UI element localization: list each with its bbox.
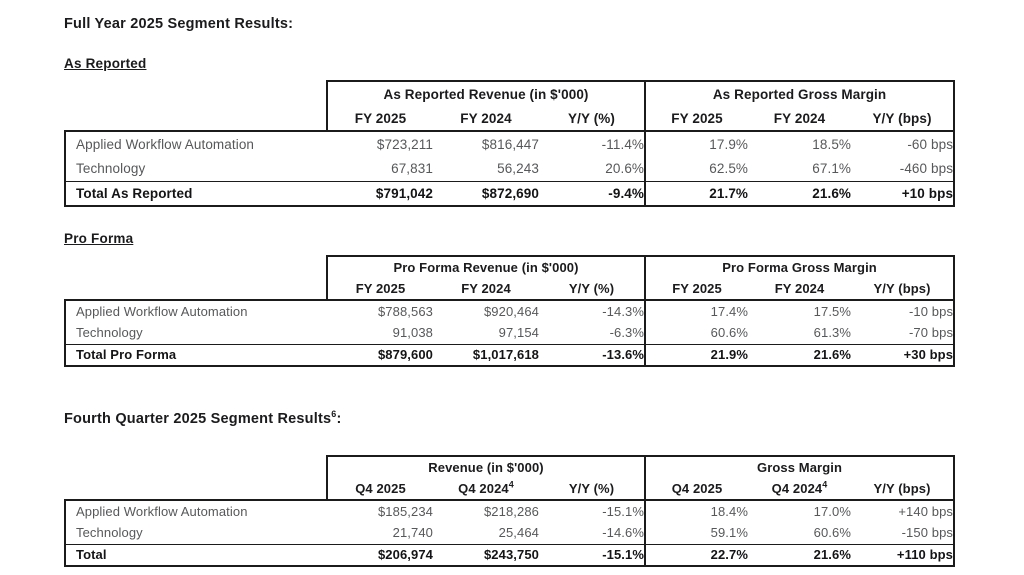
column-header-text: Y/Y (bps) [872,110,932,126]
cell: $185,234 [327,500,433,522]
cell: -11.4% [539,131,645,156]
cell: 21.6% [748,544,851,566]
cell: +110 bps [851,544,954,566]
revenue-group-header: Revenue (in $'000) [327,456,645,478]
footnote-ref: 4 [508,479,514,490]
table-row [65,156,954,181]
cell: -9.4% [539,181,645,206]
cell: +30 bps [851,344,954,366]
column-header [433,278,539,300]
q4-footnote-ref: 6 [331,409,337,420]
group-header-row [65,456,954,478]
column-header-text: FY 2024 [460,110,512,126]
column-header-text: Q4 2025 [671,481,723,496]
cell: -150 bps [851,522,954,544]
column-header-row [65,278,954,300]
gross-margin-group-header: As Reported Gross Margin [645,81,954,106]
column-header [645,278,748,300]
segment-label: Technology [65,322,327,344]
column-header-text: Y/Y (bps) [873,481,931,496]
column-header [327,478,433,500]
cell: 67,831 [391,160,433,176]
cell: 91,038 [392,325,433,341]
column-header [645,478,748,500]
total-row [65,181,954,206]
cell: 17.9% [645,131,748,156]
column-header [539,278,645,300]
cell: 62.5% [645,156,748,181]
cell: $872,690 [433,181,539,206]
column-header-text: FY 2025 [672,281,722,296]
group-header-row [65,81,954,106]
gross-margin-group-header: Pro Forma Gross Margin [645,256,954,278]
column-header [748,278,851,300]
table-row [65,322,954,344]
cell: 22.7% [645,544,748,566]
column-header-row [65,106,954,131]
cell: 17.4% [645,300,748,322]
segment-label: Applied Workflow Automation [65,300,327,322]
column-header-text: FY 2025 [354,110,407,126]
full-year-results-title: Full Year 2025 Segment Results: [64,16,294,32]
spacer-cell [65,81,327,106]
cell: $791,042 [327,181,433,206]
column-header-text: FY 2024 [461,281,511,296]
cell: 21.6% [748,344,851,366]
cell: 97,154 [498,325,539,341]
q4-table [64,455,955,567]
column-header-text: Q4 2024 [771,481,823,496]
cell: 17.0% [748,500,851,522]
cell: 20.6% [605,160,645,176]
column-header [851,106,954,131]
column-header-text: Y/Y (%) [568,110,615,126]
column-header-text: Y/Y (bps) [873,281,931,296]
cell: 56,243 [497,160,539,176]
pro-forma-table [64,255,955,367]
cell: -460 bps [851,156,954,181]
column-header [327,278,433,300]
column-header-text: FY 2025 [355,281,406,296]
cell: $723,211 [327,131,433,156]
total-row [65,544,954,566]
cell: $206,974 [327,544,433,566]
cell: 18.4% [645,500,748,522]
gross-margin-group-header: Gross Margin [645,456,954,478]
cell: -14.6% [602,525,645,541]
table-row [65,500,954,522]
revenue-group-header: Pro Forma Revenue (in $'000) [327,256,645,278]
column-header [645,106,748,131]
cell: -10 bps [851,300,954,322]
as-reported-section-label: As Reported [64,56,147,71]
cell: 18.5% [748,131,851,156]
column-header [433,478,539,500]
cell: 21.6% [748,181,851,206]
total-label: Total Pro Forma [65,344,327,366]
cell: +10 bps [851,181,954,206]
cell: -13.6% [539,344,645,366]
segment-label: Applied Workflow Automation [65,131,327,156]
q4-results-title [64,411,1024,427]
column-header [327,106,433,131]
cell: 21,740 [392,525,433,541]
cell: $218,286 [433,500,539,522]
q4-title-text: Fourth Quarter 2025 Segment Results [64,411,332,427]
cell: $1,017,618 [433,344,539,366]
column-header [748,478,851,500]
total-label: Total [65,544,327,566]
segment-label: Applied Workflow Automation [65,500,327,522]
pro-forma-section-label: Pro Forma [64,231,134,246]
cell: 21.7% [645,181,748,206]
segment-label: Technology [65,156,327,181]
segment-label: Technology [65,522,327,544]
as-reported-table [64,80,955,207]
cell: -60 bps [851,131,954,156]
column-header-text: FY 2024 [773,110,826,126]
spacer-cell [65,456,327,478]
cell: 60.6% [645,322,748,344]
spacer-cell [65,278,327,300]
cell: -70 bps [851,322,954,344]
cell: $816,447 [433,131,539,156]
cell: +140 bps [851,500,954,522]
column-header-text: Q4 2024 [458,481,509,496]
cell: $243,750 [433,544,539,566]
column-header-text: Q4 2025 [355,481,406,496]
column-header [748,106,851,131]
column-header-text: FY 2024 [774,281,825,296]
cell: -15.1% [539,500,645,522]
spacer-cell [65,256,327,278]
cell: -14.3% [539,300,645,322]
cell: 17.5% [748,300,851,322]
cell: 25,464 [498,525,539,541]
table-row [65,131,954,156]
q4-title-colon: : [336,411,342,427]
cell: 21.9% [645,344,748,366]
column-header-text: FY 2025 [671,110,723,126]
cell: $879,600 [327,344,433,366]
cell: 60.6% [813,525,852,541]
table-row [65,300,954,322]
cell: -6.3% [609,325,645,341]
column-header [851,278,954,300]
cell: $920,464 [433,300,539,322]
cell: $788,563 [327,300,433,322]
cell: 61.3% [813,325,852,341]
footnote-ref: 4 [822,479,828,490]
column-header-text: Y/Y (%) [568,281,615,296]
table-row [65,522,954,544]
column-header [433,106,539,131]
cell: 59.1% [645,522,748,544]
column-header-row [65,478,954,500]
revenue-group-header: As Reported Revenue (in $'000) [327,81,645,106]
spacer-cell [65,478,327,500]
column-header-text: Y/Y (%) [568,481,615,496]
column-header [851,478,954,500]
cell: 67.1% [812,160,852,176]
column-header [539,478,645,500]
total-label: Total As Reported [65,181,327,206]
cell: -15.1% [539,544,645,566]
spacer-cell [65,106,327,131]
column-header [539,106,645,131]
group-header-row [65,256,954,278]
total-row [65,344,954,366]
